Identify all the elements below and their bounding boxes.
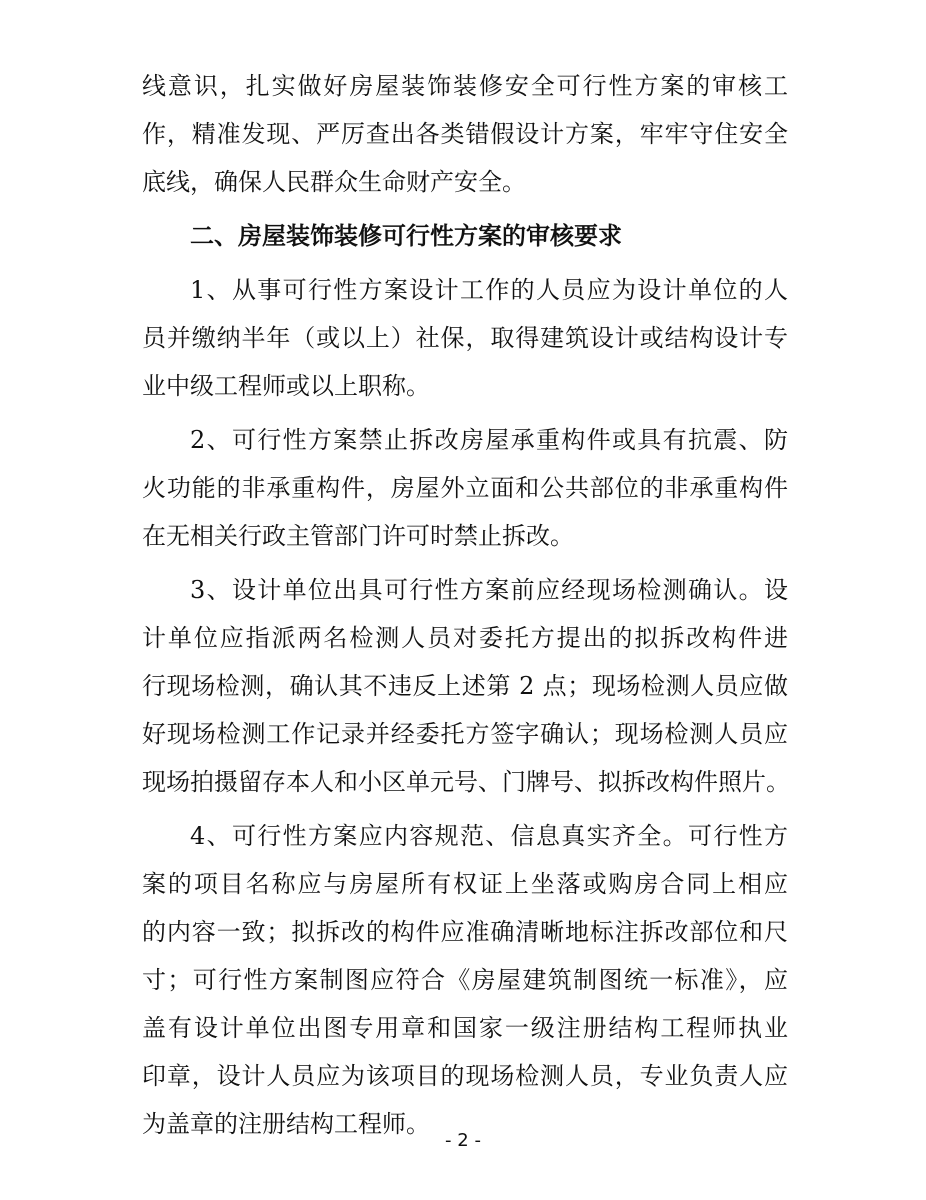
- text-line: 作，精准发现、严厉查出各类错假设计方案，牢牢守住安全: [142, 120, 788, 148]
- paragraph-item-1: [142, 266, 788, 410]
- text-line: 1、从事可行性方案设计工作的人员应为设计单位的人: [190, 276, 788, 304]
- text-line: 为盖章的注册结构工程师。: [142, 1110, 430, 1138]
- page-number: - 2 -: [445, 1130, 481, 1151]
- text-line: 行现场检测，确认其不违反上述第 2 点；现场检测人员应做: [142, 672, 788, 700]
- text-line: 印章，设计人员应为该项目的现场检测人员，专业负责人应: [142, 1062, 788, 1090]
- text-line: 计单位应指派两名检测人员对委托方提出的拟拆改构件进: [142, 624, 788, 652]
- text-line: 盖有设计单位出图专用章和国家一级注册结构工程师执业: [142, 1014, 788, 1042]
- text-line: 线意识，扎实做好房屋装饰装修安全可行性方案的审核工: [142, 72, 788, 100]
- text-line: 4、可行性方案应内容规范、信息真实齐全。可行性方: [190, 822, 788, 850]
- text-line: 的内容一致；拟拆改的构件应准确清晰地标注拆改部位和尺: [142, 918, 788, 946]
- text-line: 业中级工程师或以上职称。: [142, 372, 430, 400]
- text-line: 好现场检测工作记录并经委托方签字确认；现场检测人员应: [142, 720, 788, 748]
- text-line: 底线，确保人民群众生命财产安全。: [142, 168, 526, 196]
- section-heading-text: 二、房屋装饰装修可行性方案的审核要求: [190, 221, 622, 250]
- section-heading: [142, 212, 788, 260]
- text-line: 2、可行性方案禁止拆改房屋承重构件或具有抗震、防: [190, 426, 788, 454]
- document-body: [142, 62, 788, 1148]
- paragraph-item-3: [142, 566, 788, 806]
- text-line: 3、设计单位出具可行性方案前应经现场检测确认。设: [190, 576, 788, 604]
- text-line: 员并缴纳半年（或以上）社保，取得建筑设计或结构设计专: [142, 324, 788, 352]
- text-line: 现场拍摄留存本人和小区单元号、门牌号、拟拆改构件照片。: [142, 768, 790, 796]
- text-line: 在无相关行政主管部门许可时禁止拆改。: [142, 522, 574, 550]
- paragraph-continuation: [142, 62, 788, 206]
- paragraph-item-4: [142, 812, 788, 1148]
- text-line: 寸；可行性方案制图应符合《房屋建筑制图统一标准》，应: [142, 966, 788, 994]
- text-line: 火功能的非承重构件，房屋外立面和公共部位的非承重构件: [142, 474, 788, 502]
- text-line: 案的项目名称应与房屋所有权证上坐落或购房合同上相应: [142, 870, 788, 898]
- paragraph-item-2: [142, 416, 788, 560]
